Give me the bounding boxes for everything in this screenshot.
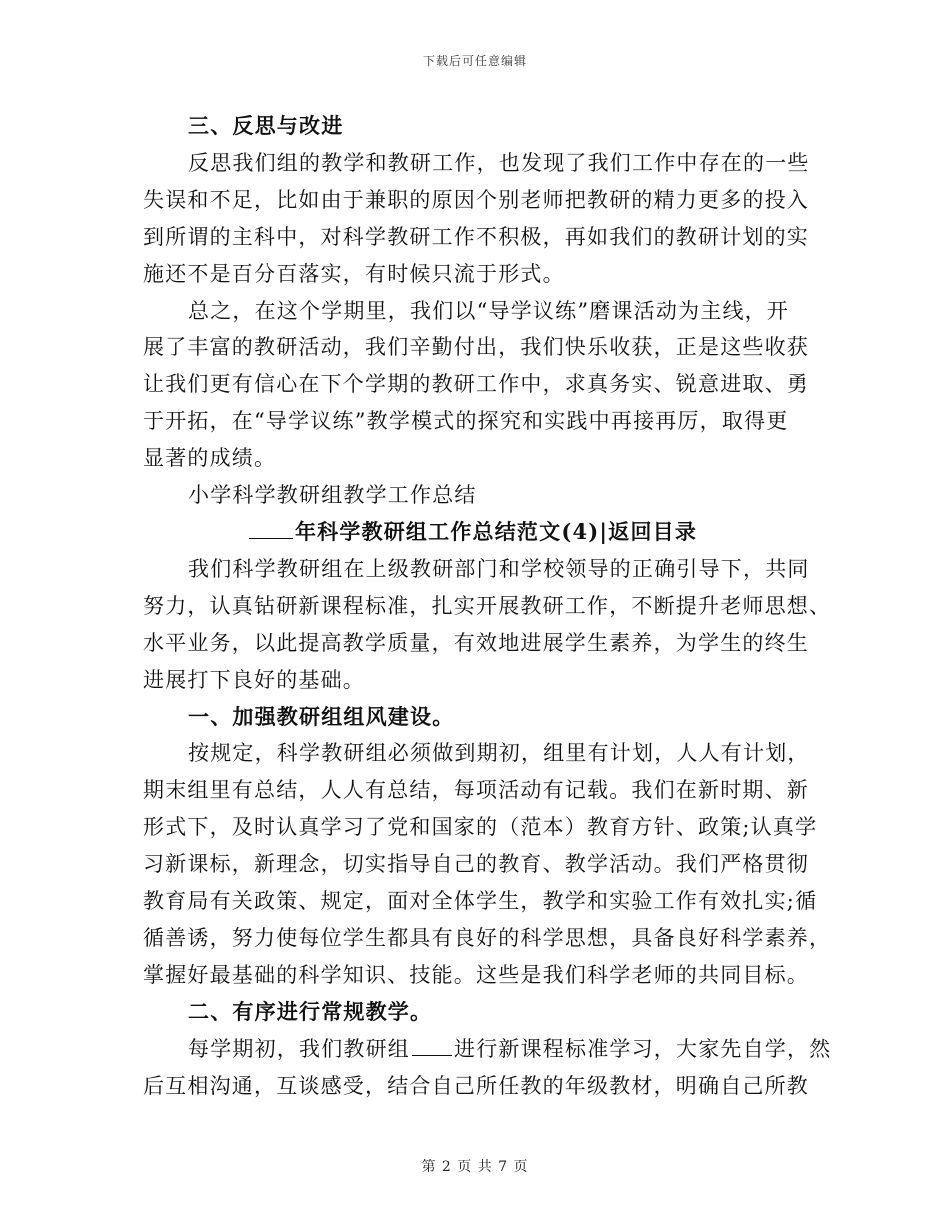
- paragraph-line: 到所谓的主科中，对科学教研工作不积极，再如我们的教研计划的实: [143, 224, 809, 249]
- subtitle: 小学科学教研组教学工作总结: [188, 483, 477, 508]
- paragraph-line: 失误和不足，比如由于兼职的原因个别老师把教研的精力更多的投入: [143, 187, 809, 212]
- paragraph-line: 按规定，科学教研组必须做到期初，组里有计划，人人有计划，: [188, 741, 810, 766]
- document-body: [143, 108, 832, 1104]
- paragraph-line: [143, 1031, 832, 1068]
- paragraph-line: 形式下，及时认真学习了党和国家的（范本）教育方针、政策;认真学: [143, 815, 818, 840]
- paragraph-line: 施还不是百分百落实，有时候只流于形式。: [143, 261, 565, 286]
- section-heading-routine: 二、有序进行常规教学。: [188, 998, 433, 1024]
- paragraph-line: 教育局有关政策、规定，面对全体学生，教学和实验工作有效扎实;循: [143, 889, 818, 914]
- paragraph-line: 期末组里有总结，人人有总结，每项活动有记载。我们在新时期、新: [143, 778, 809, 803]
- paragraph-line: 反思我们组的教学和教研工作，也发现了我们工作中存在的一些: [188, 150, 810, 175]
- paragraph-fragment: 每学期初，我们教研组: [188, 1036, 410, 1061]
- paragraph-line: 让我们更有信心在下个学期的教研工作中，求真务实、锐意进取、勇: [143, 372, 809, 397]
- section-heading-reflection: 三、反思与改进: [188, 113, 344, 138]
- article-title: [143, 514, 803, 551]
- paragraph-line: 进展打下良好的基础。: [143, 667, 365, 692]
- paragraph-line: 我们科学教研组在上级教研部门和学校领导的正确引导下，共同: [188, 556, 810, 581]
- blank-underline: [249, 520, 293, 539]
- paragraph-line: 水平业务，以此提高教学质量，有效地进展学生素养，为学生的终生: [143, 630, 809, 655]
- paragraph-line: 循善诱，努力使每位学生都具有良好的科学思想，具备良好科学素养，: [143, 925, 832, 950]
- paragraph-line: 于开拓，在“导学议练”教学模式的探究和实践中再接再厉，取得更: [143, 409, 789, 434]
- paragraph-line: 努力，认真钻研新课程标准，扎实开展教研工作，不断提升老师思想、: [143, 593, 832, 618]
- paragraph-line: 习新课标，新理念，切实指导自己的教育、教学活动。我们严格贯彻: [143, 852, 809, 877]
- blank-underline: [412, 1037, 452, 1056]
- paragraph-line: 展了丰富的教研活动，我们辛勤付出，我们快乐收获，正是这些收获: [143, 335, 809, 360]
- section-heading-style: 一、加强教研组组风建设。: [188, 703, 455, 729]
- paragraph-fragment: 进行新课程标准学习，大家先自学，然: [454, 1036, 832, 1061]
- page-number: 第 2 页 共 7 页: [421, 1159, 529, 1175]
- paragraph-line: 后互相沟通，互谈感受，结合自己所任教的年级教材，明确自己所教: [143, 1073, 809, 1098]
- paragraph-line: 总之，在这个学期里，我们以“导学议练”磨课活动为主线，开: [188, 298, 790, 323]
- header-note: 下载后可任意编辑: [422, 54, 527, 68]
- paragraph-line: 显著的成绩。: [143, 446, 277, 471]
- article-title-text: 年科学教研组工作总结范文(4)|返回目录: [294, 518, 698, 544]
- paragraph-line: 掌握好最基础的科学知识、技能。这些是我们科学老师的共同目标。: [143, 962, 809, 987]
